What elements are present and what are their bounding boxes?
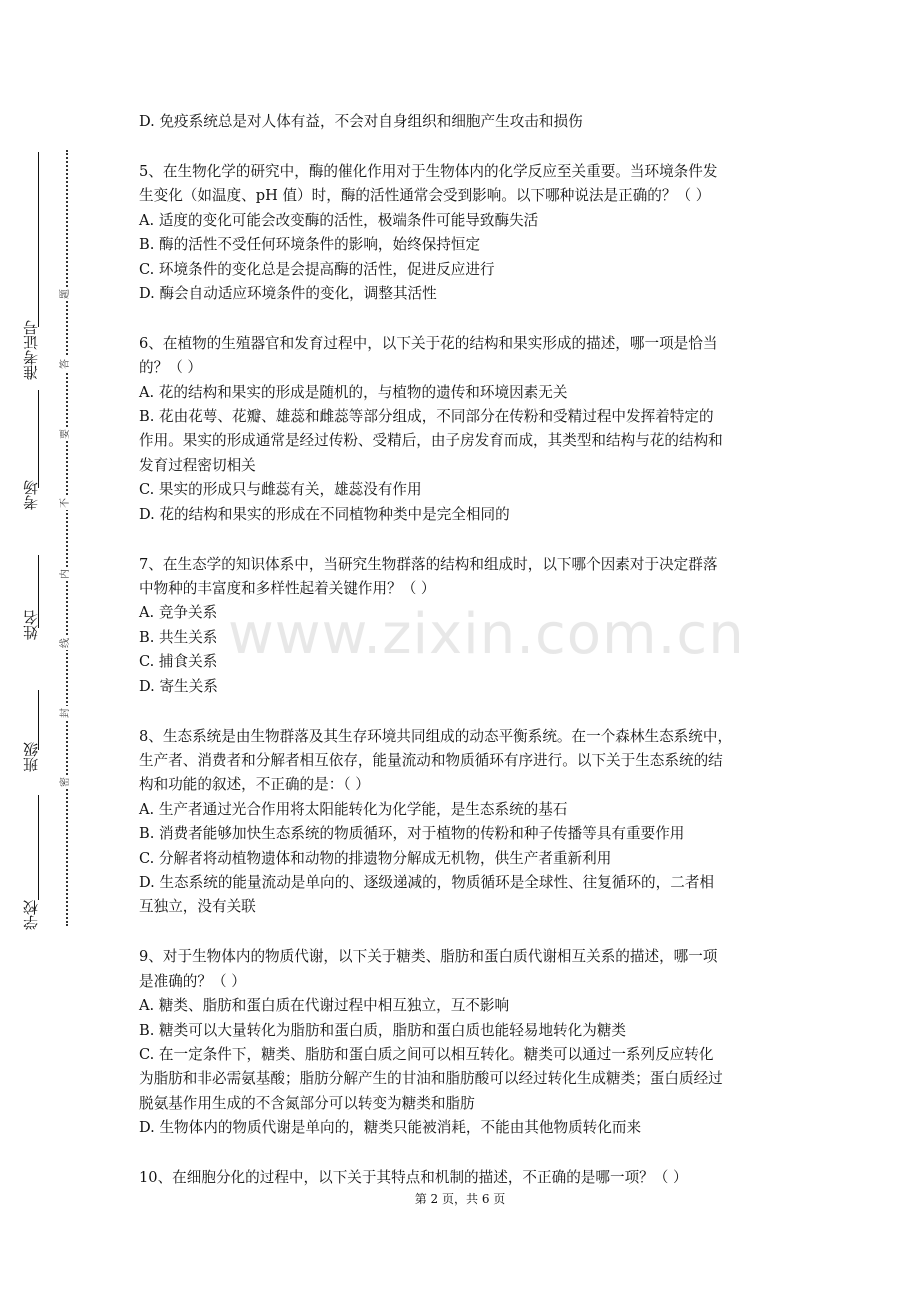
text-line: B. 酶的活性不受任何环境条件的影响，始终保持恒定 [139, 236, 481, 254]
seal-char: 密 [60, 777, 71, 787]
text-line: A. 竞争关系 [139, 604, 218, 622]
text-line: 脱氨基作用生成的不含氮部分可以转变为糖类和脂肪 [139, 1094, 475, 1112]
text-line: 中物种的丰富度和多样性起着关键作用？（ ） [139, 580, 436, 597]
text-line: 9、对于生物体内的物质代谢，以下关于糖类、脂肪和蛋白质代谢相互关系的描述，哪一项 [139, 948, 718, 966]
seal-char: 题 [60, 289, 71, 299]
text-line: 生变化（如温度、pH 值）时，酶的活性通常会受到影响。以下哪种说法是正确的？（ ） [139, 187, 711, 205]
margin-field-label: 准考证号 [22, 320, 40, 380]
text-line: C. 分解者将动植物遗体和动物的排遗物分解成无机物，供生产者重新利用 [139, 849, 612, 867]
text-line: 10、在细胞分化的过程中，以下关于其特点和机制的描述，不正确的是哪一项？（ ） [139, 1169, 688, 1187]
text-line: 为脂肪和非必需氨基酸；脂肪分解产生的甘油和脂肪酸可以经过转化生成糖类；蛋白质经过 [139, 1070, 723, 1088]
text-line: B. 花由花萼、花瓣、雄蕊和雌蕊等部分组成，不同部分在传粉和受精过程中发挥着特定的 [139, 408, 714, 426]
seal-dotted-line [66, 150, 68, 926]
margin-field-label: 班级 [22, 742, 40, 772]
text-line: 是准确的？（ ） [139, 972, 246, 990]
page-footer: 第 2 页，共 6 页 [414, 1192, 506, 1206]
text-line: 互独立，没有关联 [139, 898, 256, 916]
text-line: A. 适度的变化可能会改变酶的活性，极端条件可能导致酶失活 [139, 211, 539, 229]
text-line: D. 酶会自动适应环境条件的变化，调整其活性 [139, 284, 437, 302]
question-gap [139, 920, 789, 946]
margin-field-label: 考场 [22, 480, 40, 510]
exam-content [139, 110, 789, 1190]
question-gap [139, 527, 789, 553]
text-line: C. 在一定条件下，糖类、脂肪和蛋白质之间可以相互转化。糖类可以通过一系列反应转化 [139, 1045, 714, 1063]
text-line: C. 捕食关系 [139, 653, 218, 671]
text-line: D. 生物体内的物质代谢是单向的，糖类只能被消耗，不能由其他物质转化而来 [139, 1119, 642, 1137]
text-line: 的？（ ） [139, 359, 203, 377]
text-line: A. 生产者通过光合作用将太阳能转化为化学能，是生态系统的基石 [139, 800, 568, 818]
watermark: www.zixin.com.cn [228, 602, 745, 667]
text-line: 构和功能的叙述，不正确的是：（ ） [139, 776, 370, 794]
text-line: D. 寄生关系 [139, 677, 218, 695]
text-line: D. 花的结构和果实的形成在不同植物种类中是完全相同的 [139, 505, 510, 523]
seal-char: 内 [60, 569, 71, 579]
text-line: 6、在植物的生殖器官和发育过程中，以下关于花的结构和果实形成的描述，哪一项是恰当 [139, 334, 718, 352]
question-gap [139, 134, 789, 160]
text-line: B. 消费者能够加快生态系统的物质循环，对于植物的传粉和种子传播等具有重要作用 [139, 825, 685, 843]
text-line: 生产者、消费者和分解者相互依存，能量流动和物质循环有序进行。以下关于生态系统的结 [139, 751, 723, 769]
seal-char: 线 [60, 638, 71, 648]
margin-field-label: 姓名 [22, 610, 40, 640]
text-line: C. 环境条件的变化总是会提高酶的活性，促进反应进行 [139, 260, 495, 278]
seal-char: 答 [60, 359, 71, 369]
margin-field-line[interactable] [38, 690, 39, 750]
seal-char: 封 [60, 708, 71, 718]
text-line: 作用。果实的形成通常是经过传粉、受精后，由子房发育而成，其类型和结构与花的结构和 [139, 432, 723, 450]
text-line: C. 果实的形成只与雌蕊有关，雄蕊没有作用 [139, 481, 422, 499]
question-gap [139, 699, 789, 725]
text-line: D. 生态系统的能量流动是单向的、逐级递减的，物质循环是全球性、往复循环的，二者相 [139, 873, 715, 891]
seal-char: 不 [60, 498, 71, 508]
text-line: 5、在生物化学的研究中，酶的催化作用对于生物体内的化学反应至关重要。当环境条件发 [139, 162, 718, 180]
question-gap [139, 1141, 789, 1167]
text-line: A. 花的结构和果实的形成是随机的，与植物的遗传和环境因素无关 [139, 383, 568, 401]
margin-field-label: 学校 [22, 900, 40, 930]
seal-char: 要 [60, 429, 71, 439]
text-line: A. 糖类、脂肪和蛋白质在代谢过程中相互独立，互不影响 [139, 997, 510, 1015]
margin-field-line[interactable] [38, 795, 39, 900]
text-line: B. 共生关系 [139, 628, 218, 646]
question-gap [139, 306, 789, 332]
text-line: 8、生态系统是由生物群落及其生存环境共同组成的动态平衡系统。在一个森林生态系统中， [139, 727, 733, 745]
text-line: 7、在生态学的知识体系中，当研究生物群落的结构和组成时，以下哪个因素对于决定群落 [139, 555, 718, 573]
text-line: B. 糖类可以大量转化为脂肪和蛋白质，脂肪和蛋白质也能轻易地转化为糖类 [139, 1021, 627, 1039]
text-line: 发育过程密切相关 [139, 456, 256, 474]
text-line: D. 免疫系统总是对人体有益，不会对自身组织和细胞产生攻击和损伤 [139, 113, 583, 130]
margin-field-line[interactable] [38, 152, 39, 327]
margin-field-line[interactable] [38, 390, 39, 488]
